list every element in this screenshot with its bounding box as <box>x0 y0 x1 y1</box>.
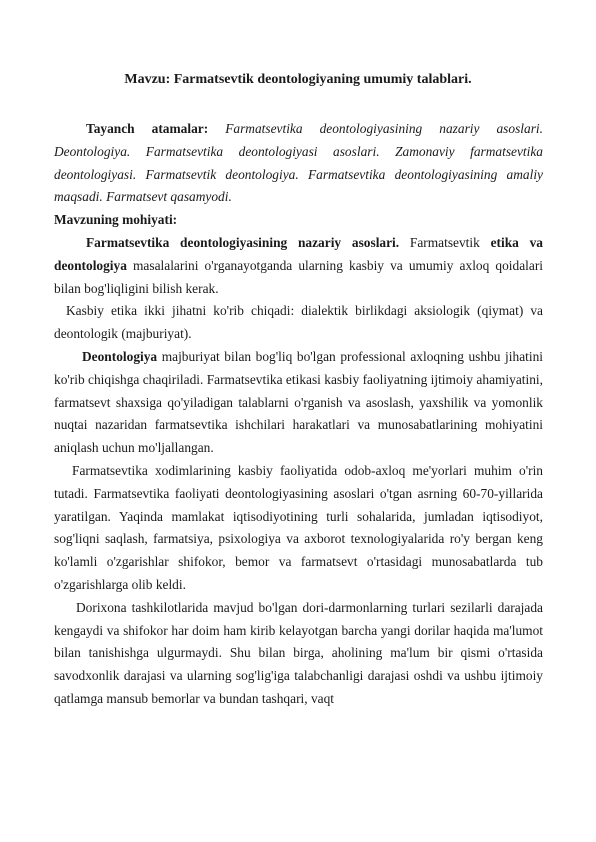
page-title: Mavzu: Farmatsevtik deontologiyaning umumiy talablari. <box>124 72 472 87</box>
paragraph-theory-bold-term: etika va deontologiya <box>54 234 543 273</box>
keywords-paragraph <box>54 118 543 209</box>
paragraph-theory <box>54 232 543 300</box>
paragraph-deontology <box>54 346 543 460</box>
paragraph-deontology-lead: Deontologiya <box>82 348 158 364</box>
paragraph-deontology-text: majburiyat bilan bog'liq bo'lgan professional axloqning ushbu jihatini ko'rib chiqishga chaqiriladi. Farmatsevtika etikasi kasbiy faoliyatning ijtimoiy ahamiyatini, farmatsevt shaxsiga qo'yiladigan talablarni o'rganish va asoslash, yaxshilik va yomonlik nuqtai nazaridan farmatsevtika ishchilari harakatlari va munosabatlarining mohiyatini aniqlash uchun mo'ljallangan. <box>54 348 543 456</box>
paragraph-theory-lead: Farmatsevtika deontologiyasining nazariy asoslari. <box>86 234 400 250</box>
document-body <box>54 118 543 711</box>
paragraph-ethics: Kasbiy etika ikki jihatni ko'rib chiqadi: dialektik birlikdagi aksiologik (qiymat) va deontologik (majburiyat). <box>54 303 543 342</box>
keywords-text: Farmatsevtika deontologiyasining nazariy asoslari. Deontologiya. Farmatsevtika deontologiyasi asoslari. Zamonaviy farmatsevtika deontologiyasi. Farmatsevtik deontologiya. Farmatsevtika deontologiyasining amaliy maqsadi <box>54 121 543 205</box>
content-heading: Mavzuning mohiyati: <box>54 212 178 228</box>
paragraph-staff: Farmatsevtika xodimlarining kasbiy faoliyatida odob-axloq me'yorlari muhim o'rin tutadi. Farmatsevtika faoliyati deontologiyasining asoslari o'tgan asrning 60-70-yillarida yaratilgan. Yaqinda mamlakat iqtisodiyotining turli sohalarida, jumladan iqtisodiyot, sog'liqni saqlash, farmatsiya, psixologiya va axborot texnologiyalarida ro'y bergan keng ko'lamli o'zgarishlar shifokor, bemor va farmatsevt o'rtasidagi munosabatlarda tub o'zgarishlarga olib keldi. <box>54 462 543 592</box>
paragraph-theory-text-2: masalalarini o'rganayotganda ularning kasbiy va umumiy axloq qoidalari bilan bog'liqligini bilish kerak. <box>54 257 543 296</box>
keywords-tail: . Farmatsevt qasamyodi. <box>99 189 232 205</box>
keywords-label: Tayanch atamalar: <box>86 121 209 136</box>
paragraph-theory-text-1: Farmatsevtik <box>399 234 491 250</box>
paragraph-pharmacy: Dorixona tashkilotlarida mavjud bo'lgan dori-darmonlarning turlari sezilarli darajada kengaydi va shifokor har doim ham kirib kelayotgan barcha yangi dorilar haqida ma'lumot bilan tanishishga ulgurmaydi. Shu bilan birga, aholining ma'lum bir qismi o'rtasida savodxonlik darajasi va ularning sog'lig'iga talabchanligi darajasi oshdi va ushbu ijtimoiy qatlamga mansub bemorlar va bundan tashqari, vaqt <box>54 599 543 706</box>
